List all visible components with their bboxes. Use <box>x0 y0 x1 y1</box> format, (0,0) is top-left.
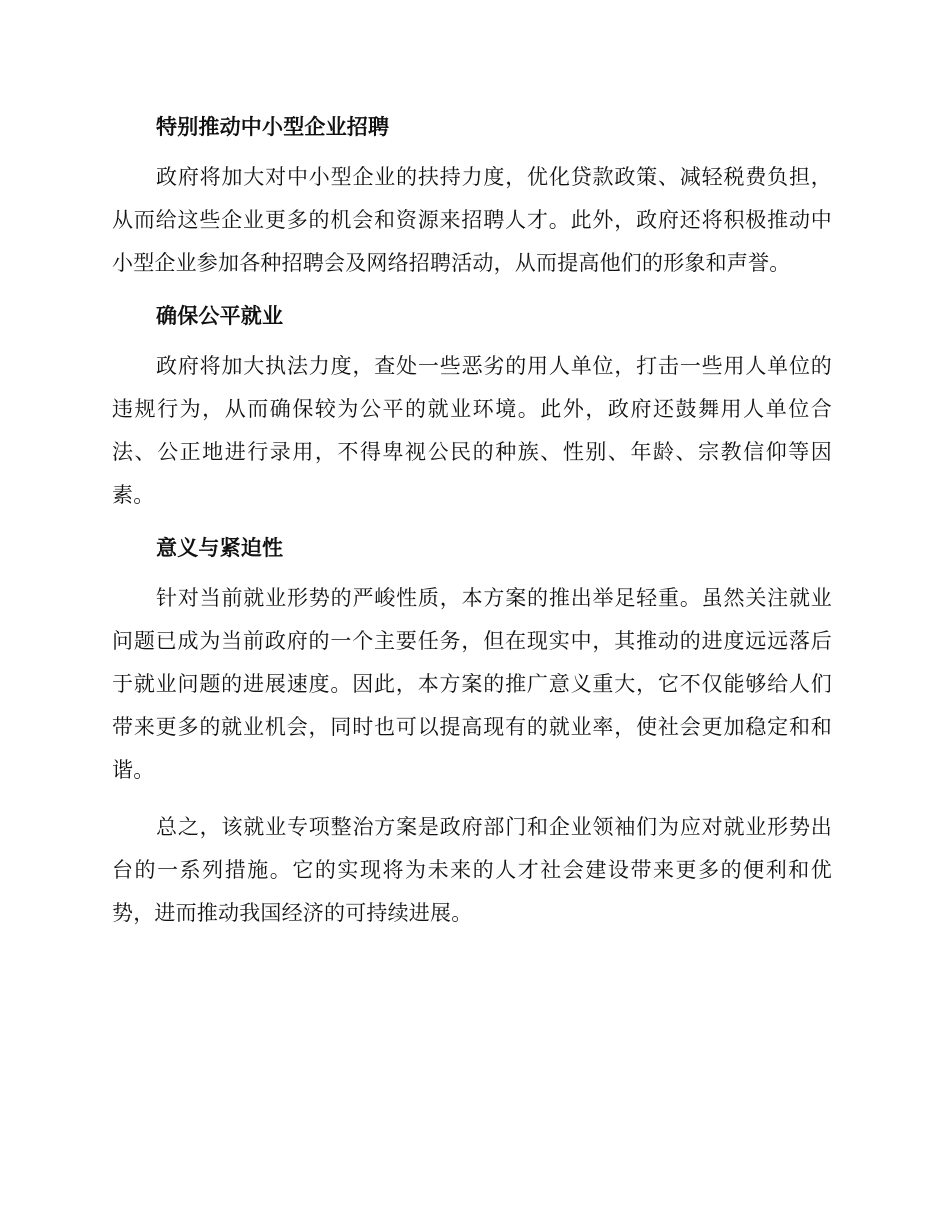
paragraph-significance-urgency: 针对当前就业形势的严峻性质，本方案的推出举足轻重。虽然关注就业问题已成为当前政府的一个主要任务，但在现实中，其推动的进度远远落后于就业问题的进展速度。因此，本方案的推广意义重大，它不仅能够给人们带来更多的就业机会，同时也可以提高现有的就业率，使社会更加稳定和和谐。 <box>112 586 832 782</box>
section-heading-fair-employment: 确保公平就业 <box>156 304 284 328</box>
paragraph-conclusion: 总之，该就业专项整治方案是政府部门和企业领袖们为应对就业形势出台的一系列措施。它的实现将为未来的人才社会建设带来更多的便利和优势，进而推动我国经济的可持续进展。 <box>112 815 832 925</box>
paragraph-fair-employment: 政府将加大执法力度，查处一些恶劣的用人单位，打击一些用人单位的违规行为，从而确保较为公平的就业环境。此外，政府还鼓舞用人单位合法、公正地进行录用，不得卑视公民的种族、性别、年龄、宗教信仰等因素。 <box>112 354 832 507</box>
paragraph-sme-recruitment: 政府将加大对中小型企业的扶持力度，优化贷款政策、减轻税费负担，从而给这些企业更多的机会和资源来招聘人才。此外，政府还将积极推动中小型企业参加各种招聘会及网络招聘活动，从而提高他们的形象和声誉。 <box>112 165 832 275</box>
section-heading-sme-recruitment: 特别推动中小型企业招聘 <box>156 115 390 139</box>
section-heading-significance-urgency: 意义与紧迫性 <box>156 536 284 560</box>
